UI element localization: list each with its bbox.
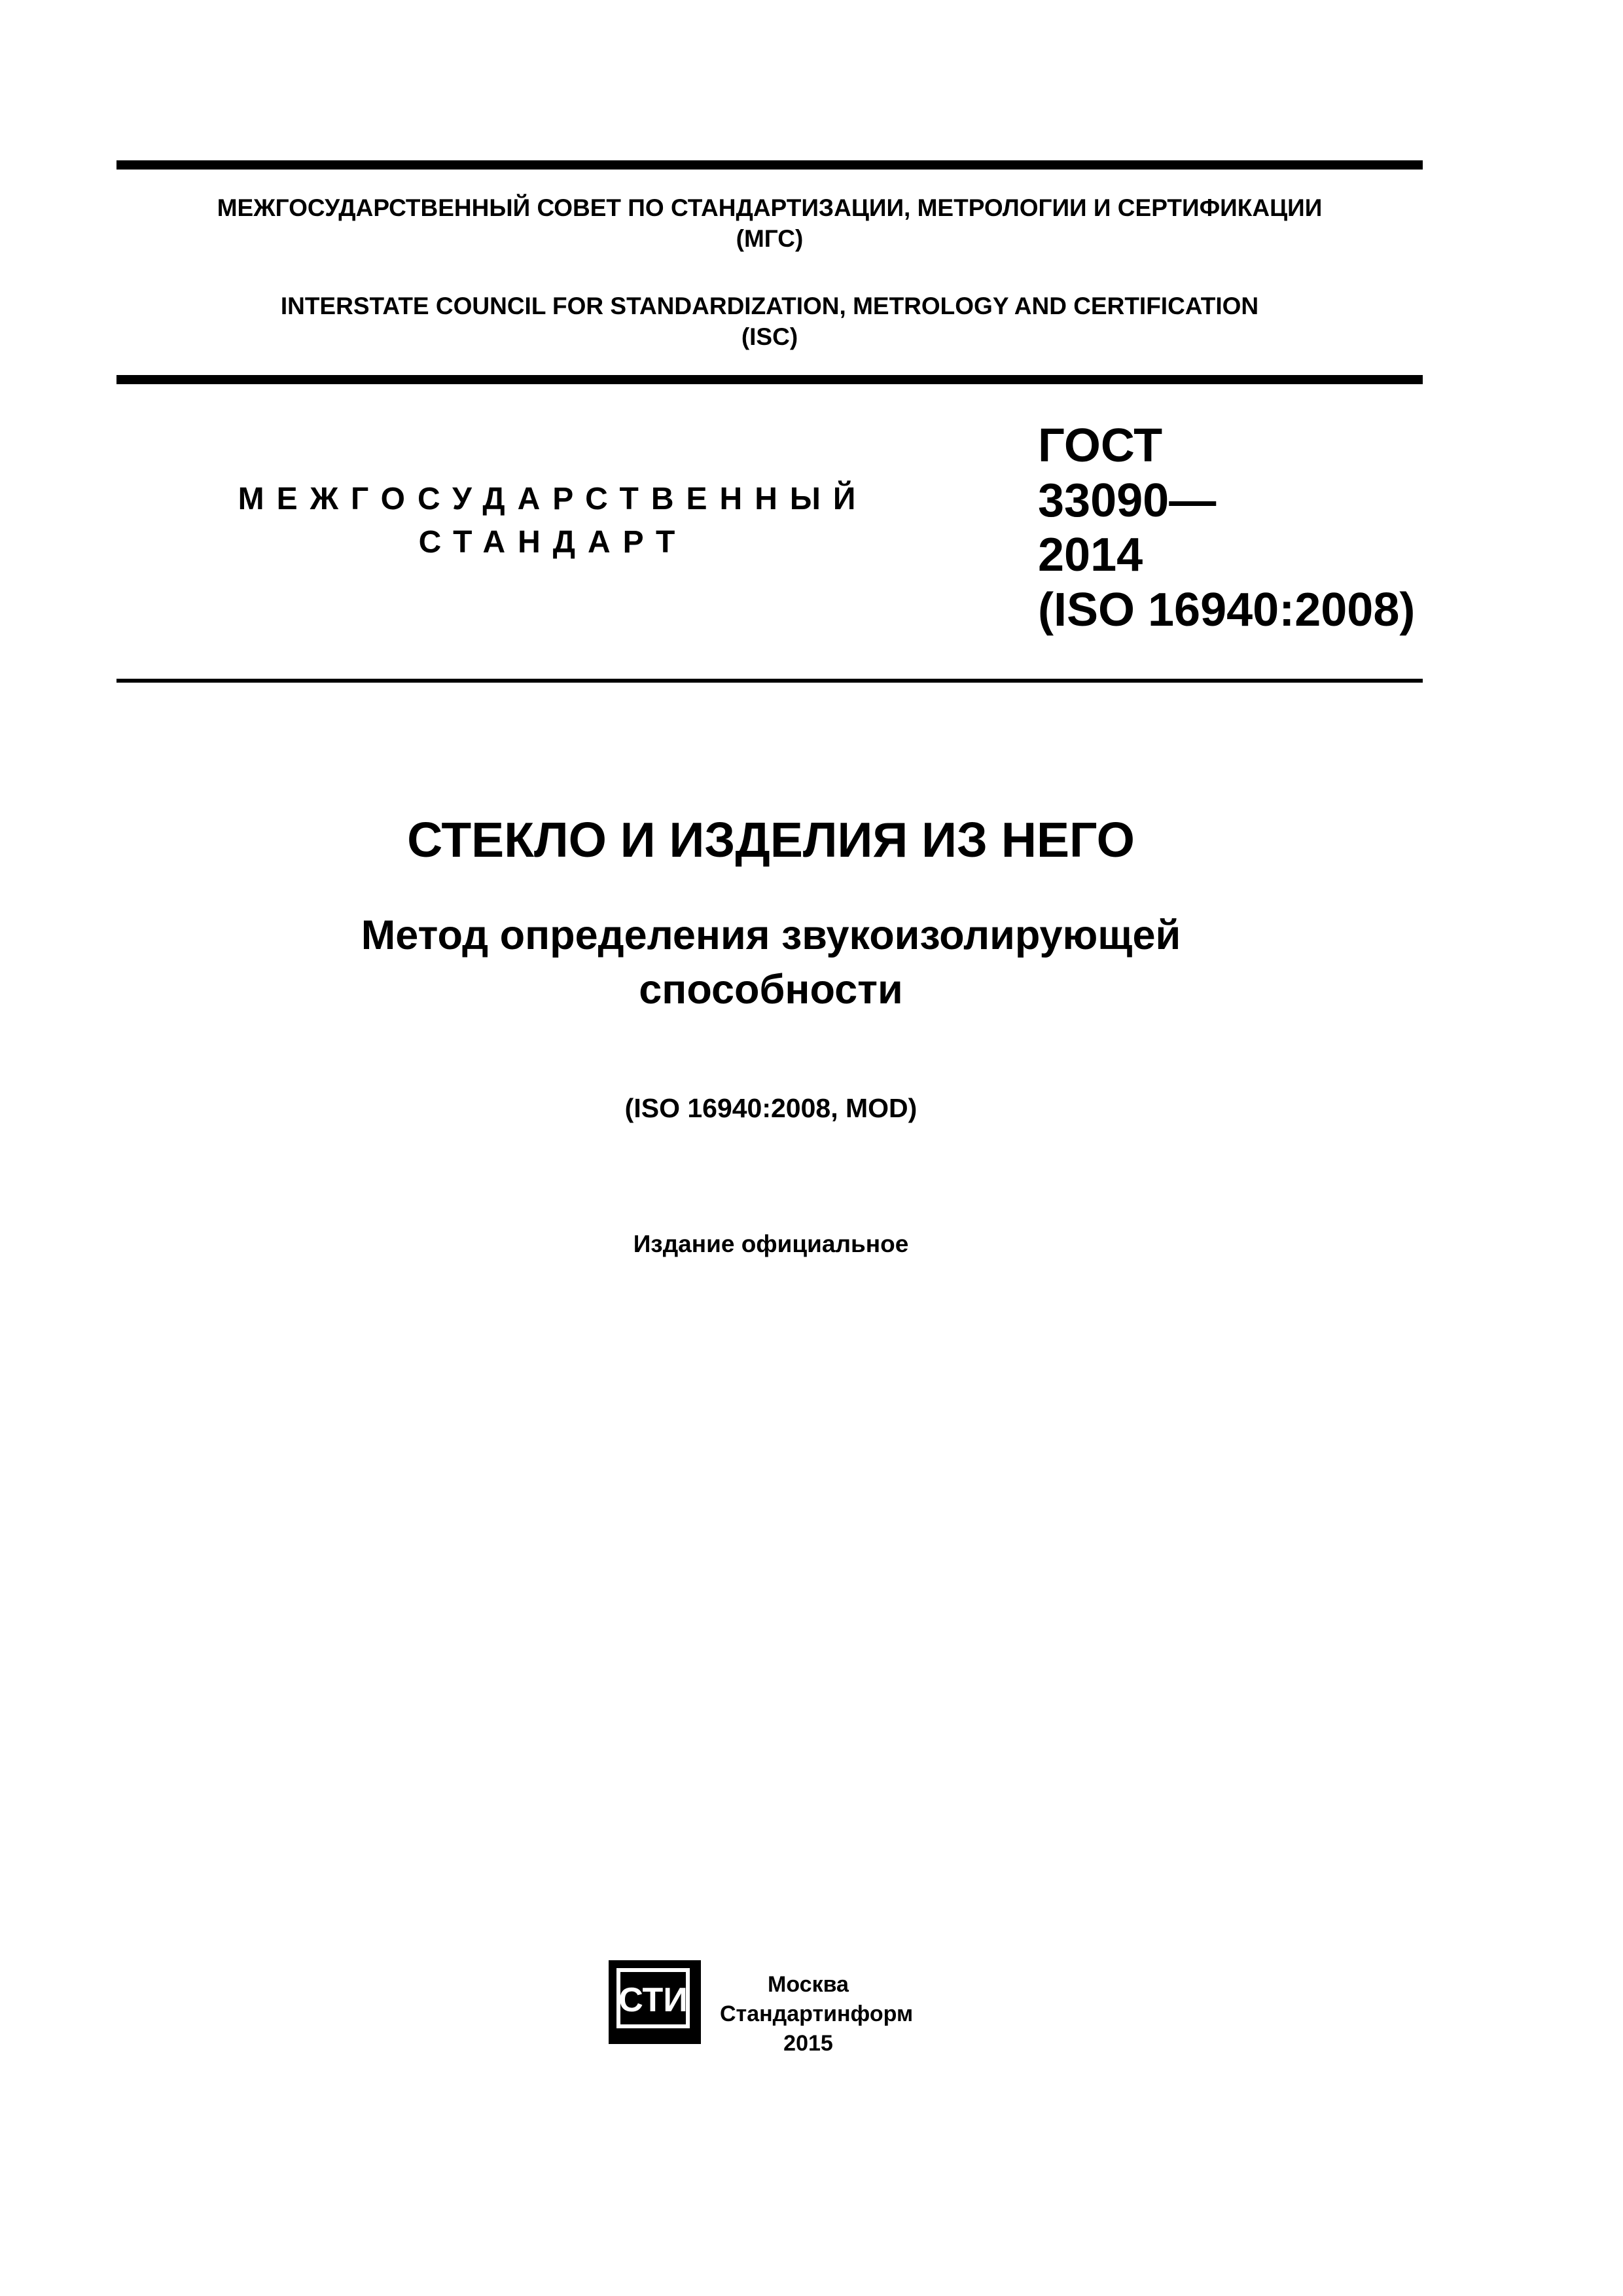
top-rule [116,160,1423,170]
standard-kind-line2: СТАНДАРТ [418,525,688,560]
logo-lettering: СТИ [618,1981,688,2019]
publisher-name: Стандартинформ [720,2001,914,2026]
edition-note: Издание официальное [633,1230,909,1257]
bottom-rule [116,679,1423,683]
council-en-abbr: (ISC) [741,323,798,350]
subtitle-line1: Метод определения звукоизолирующей [361,912,1181,958]
standartinform-logo-icon [607,1959,702,2045]
designation-year: 2014 [1038,529,1143,582]
publisher-year: 2015 [783,2030,833,2056]
council-en [116,291,1423,353]
standard-kind-line1: МЕЖГОСУДАРСТВЕННЫЙ [238,482,868,516]
publisher-block [720,1970,914,2058]
designation-iso: (ISO 16940:2008) [1038,583,1416,636]
council-ru [116,193,1423,255]
middle-rule [116,375,1423,384]
council-ru-abbr: (МГС) [736,224,804,252]
council-ru-name: МЕЖГОСУДАРСТВЕННЫЙ СОВЕТ ПО СТАНДАРТИЗАЦИИ, МЕТРОЛОГИИ И СЕРТИФИКАЦИИ [217,194,1323,221]
designation-prefix: ГОСТ [1038,420,1163,472]
council-en-name: INTERSTATE COUNCIL FOR STANDARDIZATION, METROLOGY AND CERTIFICATION [280,293,1259,319]
publisher-city: Москва [768,1972,849,1997]
iso-reference: (ISO 16940:2008, MOD) [624,1093,918,1123]
document-subtitle [116,908,1425,1017]
document-title: СТЕКЛО И ИЗДЕЛИЯ ИЗ НЕГО [407,812,1135,867]
standard-designation [1038,419,1424,637]
subtitle-line2: способности [639,967,903,1013]
designation-number: 33090— [1038,474,1217,527]
standard-kind [209,478,897,564]
